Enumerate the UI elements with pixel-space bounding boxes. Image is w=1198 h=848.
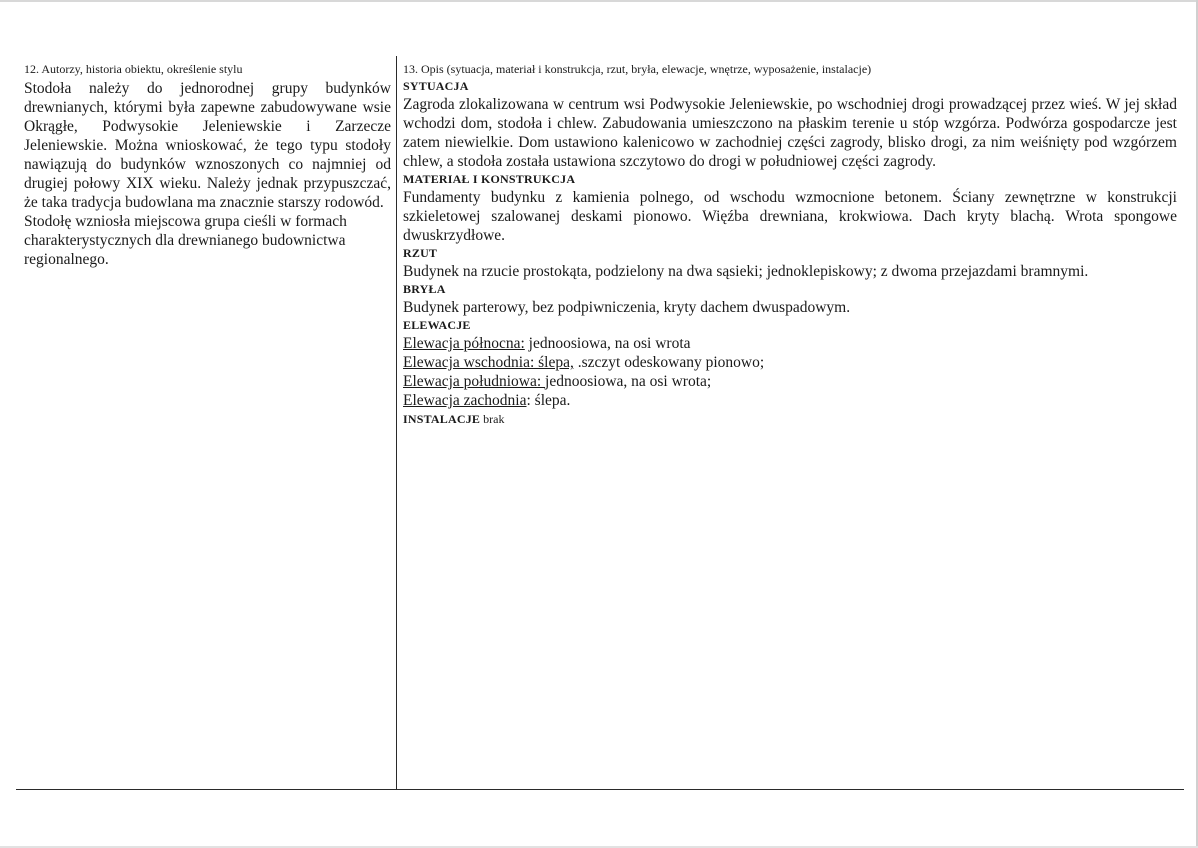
- plan-text: Budynek na rzucie prostokąta, podzielony na dwa sąsieki; jednoklepiskowy; z dwoma przejazdami bramnymi.: [403, 263, 1089, 280]
- description-column: [403, 62, 1177, 427]
- installations-line: [403, 412, 1177, 427]
- massing-title: BRYŁA: [403, 282, 446, 296]
- situation-text: Zagroda zlokalizowana w centrum wsi Podwysokie Jeleniewskie, po wschodniej drogi prowadzącej przez wieś. W jej skład wchodzi dom, stodoła i chlew. Zabudowania umieszczono na płaskim terenie u stóp wzgórza. Podwórza gospodarcze jest zatem niewielkie. Dom ustawiono kalenicowo w zachodniej części zagrody, blisko drogi, za nim weiśnięty pod wzgórzem chlew, a stodoła została ustawiona szczytowo do drogi w południowej części zagrody.: [403, 96, 1177, 170]
- plan-title: RZUT: [403, 246, 438, 260]
- installations-value: brak: [480, 412, 505, 426]
- elevation-east-label: Elewacja wschodnia: ślepa,: [403, 354, 574, 371]
- elevation-south-text: jednoosiowa, na osi wrota;: [545, 373, 712, 390]
- elevation-north-text: jednoosiowa, na osi wrota: [524, 335, 691, 352]
- material-title: MATERIAŁ I KONSTRUKCJA: [403, 172, 576, 186]
- material-text: Fundamenty budynku z kamienia polnego, od wschodu wzmocnione betonem. Ściany zewnętrzne w konstrukcji szkieletowej szalowanej deskami pionowo. Więźba drewniana, krokwiowa. Dach kryty blachą. Wrota spongowe dwuskrzydłowe.: [403, 189, 1177, 244]
- column-divider: [396, 56, 397, 789]
- elevation-east: [403, 353, 1177, 372]
- description-heading: 13. Opis (sytuacja, materiał i konstrukcja, rzut, bryła, elewacje, wnętrze, wyposażenie, instalacje): [403, 62, 872, 76]
- history-heading: 12. Autorzy, historia obiektu, określenie stylu: [24, 62, 243, 76]
- elevation-south-label: Elewacja południowa:: [403, 373, 546, 390]
- scan-edge-top: [0, 0, 1198, 2]
- elevation-south: [403, 372, 1177, 391]
- installations-title: INSTALACJE: [403, 412, 481, 426]
- elevation-north-label: Elewacja północna:: [403, 335, 525, 352]
- situation-title: SYTUACJA: [403, 79, 469, 93]
- elevations-title: ELEWACJE: [403, 318, 471, 332]
- massing-text: Budynek parterowy, bez podpiwniczenia, kryty dachem dwuspadowym.: [403, 299, 851, 316]
- elevation-west-text: : ślepa.: [526, 392, 571, 409]
- history-column: [24, 62, 391, 269]
- elevation-west-label: Elewacja zachodnia: [403, 392, 527, 409]
- history-paragraph-2: Stodołę wzniosła miejscowa grupa cieśli w formach charakterystycznych dla drewnianego budownictwa regionalnego.: [24, 213, 347, 268]
- elevation-west: [403, 391, 1177, 410]
- elevation-east-text: .szczyt odeskowany pionowo;: [573, 354, 765, 371]
- elevation-north: [403, 334, 1177, 353]
- form-sheet: [16, 56, 1184, 790]
- history-paragraph-1: Stodoła należy do jednorodnej grupy budynków drewnianych, którymi była zapewne zabudowywane wsie Okrągłe, Podwysokie Jeleniewskie i Zarzecze Jeleniewskie. Można wnioskować, że tego typu stodoły nawiązują do budynków wznoszonych co najmniej od drugiej połowy XIX wieku. Należy jednak przypuszczać, że taka tradycja budowlana ma znacznie starszy rodowód.: [24, 80, 391, 211]
